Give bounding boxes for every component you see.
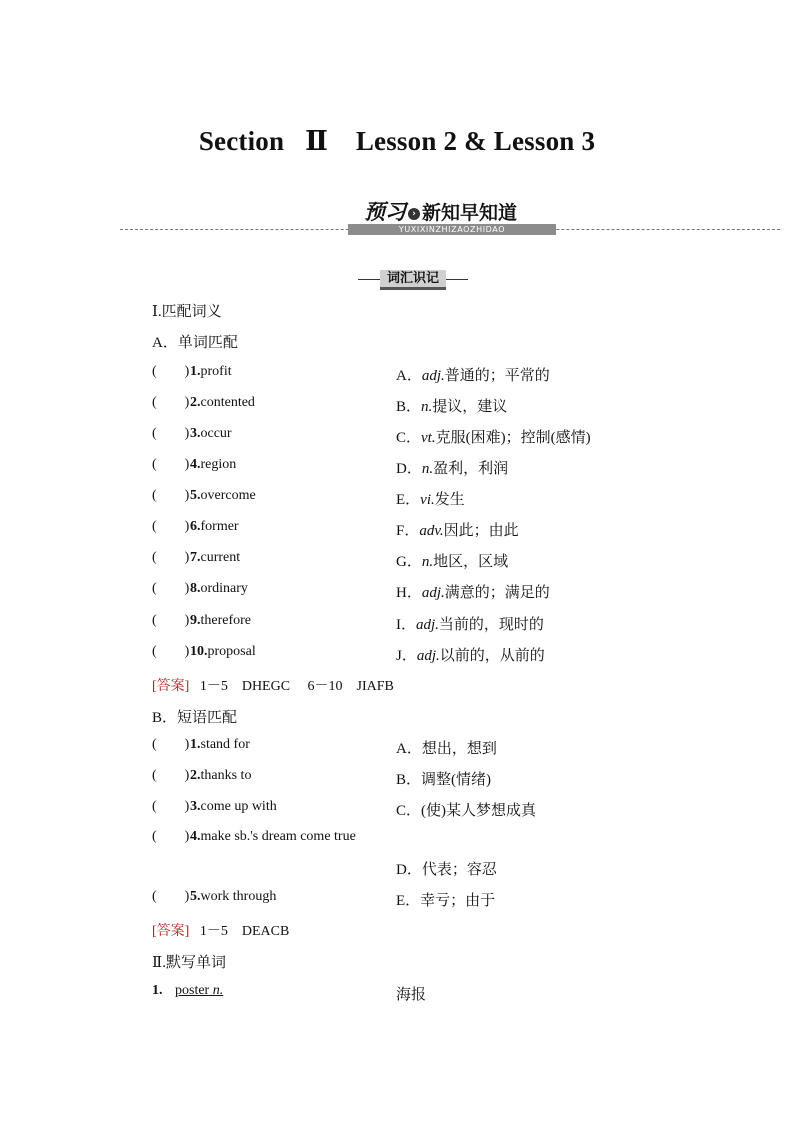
phrase-meaning	[396, 768, 491, 789]
answer-blank: ( )	[152, 613, 190, 628]
word-term	[190, 550, 240, 566]
dictation-number: 1.	[152, 983, 163, 998]
vocab-subheading	[358, 270, 468, 290]
word-text: ordinary	[200, 581, 248, 596]
page-title: Section Ⅱ Lesson 2 & Lesson 3	[198, 126, 596, 156]
sectionA-heading-row	[0, 331, 794, 353]
banner-title-rest: 新知早知道	[422, 202, 518, 224]
answer-blank: ( )	[152, 364, 190, 379]
word-match-row	[0, 519, 794, 541]
dictation-row	[0, 983, 794, 1005]
meaning-pos: adj.	[421, 585, 445, 601]
word-term	[190, 364, 232, 380]
phrase-term	[190, 799, 277, 815]
word-meaning	[396, 395, 507, 416]
meaning-letter: D．	[396, 461, 422, 477]
sectionB-answer-row	[0, 920, 794, 942]
word-term	[190, 613, 251, 629]
word-match-row	[0, 364, 794, 386]
meaning-pos: n.	[421, 399, 433, 415]
answer-key	[152, 675, 394, 695]
phrase-match-row	[0, 889, 794, 911]
meaning-letter: C．	[396, 803, 422, 819]
part1-heading-row	[0, 300, 794, 322]
banner-title	[364, 196, 517, 226]
phrase-meaning	[396, 889, 495, 910]
answer-blank: ( )	[152, 488, 190, 503]
word-meaning	[396, 550, 508, 571]
word-term	[190, 426, 232, 442]
word-number: 3.	[190, 426, 201, 441]
banner-title-first: 预习	[364, 200, 406, 224]
word-match-row	[0, 426, 794, 448]
meaning-letter: B．	[396, 772, 422, 788]
banner-pinyin: YUXIXINZHIZAOZHIDAO	[348, 224, 556, 235]
part1-heading: Ⅰ.匹配词义	[152, 304, 222, 320]
word-number: 2.	[190, 395, 201, 410]
meaning-pos: adj.	[416, 648, 440, 664]
word-meaning	[396, 457, 508, 478]
meaning-letter: D．	[396, 862, 422, 878]
phrase-match-row	[0, 799, 794, 821]
phrase-text: make sb.'s dream come true	[200, 829, 356, 844]
word-term	[190, 519, 239, 535]
meaning-pos: adv.	[419, 523, 444, 539]
meaning-letter: A．	[396, 368, 422, 384]
answer-tag: [答案]	[152, 924, 190, 939]
dictation-meaning: 海报	[396, 987, 427, 1003]
word-text: occur	[200, 426, 232, 441]
word-term	[190, 581, 248, 597]
phrase-number: 1.	[190, 737, 201, 752]
phrase-match-row	[0, 737, 794, 759]
meaning-pos: vt.	[421, 430, 436, 446]
answer-text: 1－5 DEACB	[189, 924, 290, 939]
meaning-letter: A．	[396, 741, 422, 757]
meaning-text: 代表；容忍	[421, 862, 497, 878]
phrase-text: work through	[200, 889, 277, 904]
phrase-term	[190, 768, 251, 784]
meaning-letter: E．	[396, 492, 421, 508]
meaning-text: 提议，建议	[432, 399, 508, 415]
answer-blank: ( )	[152, 581, 190, 596]
arrow-right-icon: ›	[408, 208, 420, 220]
dictation-pos: n.	[212, 983, 224, 998]
word-text: current	[200, 550, 241, 565]
word-term	[190, 644, 256, 660]
meaning-text: 以前的，从前的	[439, 648, 545, 664]
word-text: former	[200, 519, 239, 534]
meaning-text: 因此；由此	[443, 523, 519, 539]
answer-tag: [答案]	[152, 679, 190, 694]
word-meaning	[396, 519, 519, 540]
meaning-letter: F．	[396, 523, 420, 539]
phrase-match-row	[0, 829, 794, 851]
word-meaning	[396, 613, 544, 634]
word-meaning	[396, 426, 591, 447]
answer-blank: ( )	[152, 644, 190, 659]
phrase-number: 2.	[190, 768, 201, 783]
phrase-meaning-row	[0, 858, 794, 880]
word-match-row	[0, 488, 794, 510]
part2-heading: Ⅱ.默写单词	[152, 955, 226, 971]
word-match-row	[0, 550, 794, 572]
phrase-text: stand for	[200, 737, 250, 752]
phrase-text: come up with	[200, 799, 277, 814]
meaning-pos: n.	[421, 554, 434, 570]
word-number: 7.	[190, 550, 201, 565]
phrase-term	[190, 889, 276, 905]
answer-blank: ( )	[152, 550, 190, 565]
word-meaning	[396, 581, 550, 602]
word-match-row	[0, 457, 794, 479]
sectionB-heading-row	[0, 706, 794, 728]
word-number: 4.	[190, 457, 201, 472]
dictation-word	[175, 983, 223, 999]
meaning-pos: n.	[421, 461, 434, 477]
phrase-meaning	[396, 799, 536, 820]
phrase-meaning	[396, 858, 497, 879]
answer-blank: ( )	[152, 737, 190, 752]
meaning-letter: J．	[396, 648, 417, 664]
meaning-text: 地区，区域	[433, 554, 509, 570]
phrase-term	[190, 737, 250, 753]
meaning-text: 调整(情绪)	[421, 772, 492, 788]
word-number: 6.	[190, 519, 201, 534]
meaning-text: 发生	[434, 492, 465, 508]
meaning-letter: H．	[396, 585, 422, 601]
meaning-text: 幸亏；由于	[420, 893, 496, 909]
meaning-text: 满意的；满足的	[444, 585, 550, 601]
answer-text: 1－5 DHEGC 6－10 JIAFB	[189, 679, 394, 694]
sectionA-answer-row	[0, 675, 794, 697]
phrase-term	[190, 829, 356, 845]
word-number: 9.	[190, 613, 201, 628]
answer-blank: ( )	[152, 829, 190, 844]
meaning-text: 当前的，现时的	[438, 617, 544, 633]
word-match-row	[0, 613, 794, 635]
answer-blank: ( )	[152, 768, 190, 783]
word-number: 5.	[190, 488, 201, 503]
phrase-text: thanks to	[200, 768, 252, 783]
word-match-row	[0, 644, 794, 666]
meaning-text: (使)某人梦想成真	[421, 803, 537, 819]
meaning-text: 盈利，利润	[433, 461, 509, 477]
word-text: proposal	[207, 644, 256, 659]
meaning-pos: vi.	[420, 492, 435, 508]
meaning-letter: C．	[396, 430, 422, 446]
section-banner	[120, 196, 780, 240]
meaning-letter: E．	[396, 893, 421, 909]
word-term	[190, 488, 256, 504]
answer-blank: ( )	[152, 519, 190, 534]
meaning-letter: G．	[396, 554, 422, 570]
answer-blank: ( )	[152, 395, 190, 410]
word-text: contented	[200, 395, 255, 410]
word-term	[190, 395, 255, 411]
meaning-letter: B．	[396, 399, 422, 415]
meaning-letter: I．	[396, 617, 416, 633]
meaning-text: 想出，想到	[421, 741, 497, 757]
answer-blank: ( )	[152, 799, 190, 814]
meaning-text: 普通的；平常的	[444, 368, 550, 384]
answer-blank: ( )	[152, 889, 190, 904]
word-number: 8.	[190, 581, 201, 596]
word-number: 10.	[190, 644, 208, 659]
word-number: 1.	[190, 364, 201, 379]
word-text: therefore	[200, 613, 252, 628]
answer-blank: ( )	[152, 457, 190, 472]
meaning-text: 克服(困难)；控制(感情)	[435, 430, 591, 446]
word-text: region	[200, 457, 237, 472]
sectionA-heading: A．单词匹配	[152, 335, 238, 351]
meaning-pos: adj.	[421, 368, 445, 384]
word-match-row	[0, 581, 794, 603]
subheading-label: 词汇识记	[380, 270, 446, 290]
answer-blank: ( )	[152, 426, 190, 441]
word-term	[190, 457, 236, 473]
part2-heading-row	[0, 951, 794, 973]
phrase-match-row	[0, 768, 794, 790]
word-text: overcome	[200, 488, 256, 503]
phrase-number: 4.	[190, 829, 201, 844]
word-meaning	[396, 644, 545, 665]
phrase-number: 3.	[190, 799, 201, 814]
answer-key	[152, 920, 289, 940]
meaning-pos: adj.	[416, 617, 439, 633]
phrase-number: 5.	[190, 889, 201, 904]
word-text: profit	[200, 364, 232, 379]
word-meaning	[396, 488, 465, 509]
word-match-row	[0, 395, 794, 417]
dictation-word-text: poster	[175, 983, 210, 998]
phrase-meaning	[396, 737, 497, 758]
word-meaning	[396, 364, 550, 385]
sectionB-heading: B．短语匹配	[152, 710, 238, 726]
